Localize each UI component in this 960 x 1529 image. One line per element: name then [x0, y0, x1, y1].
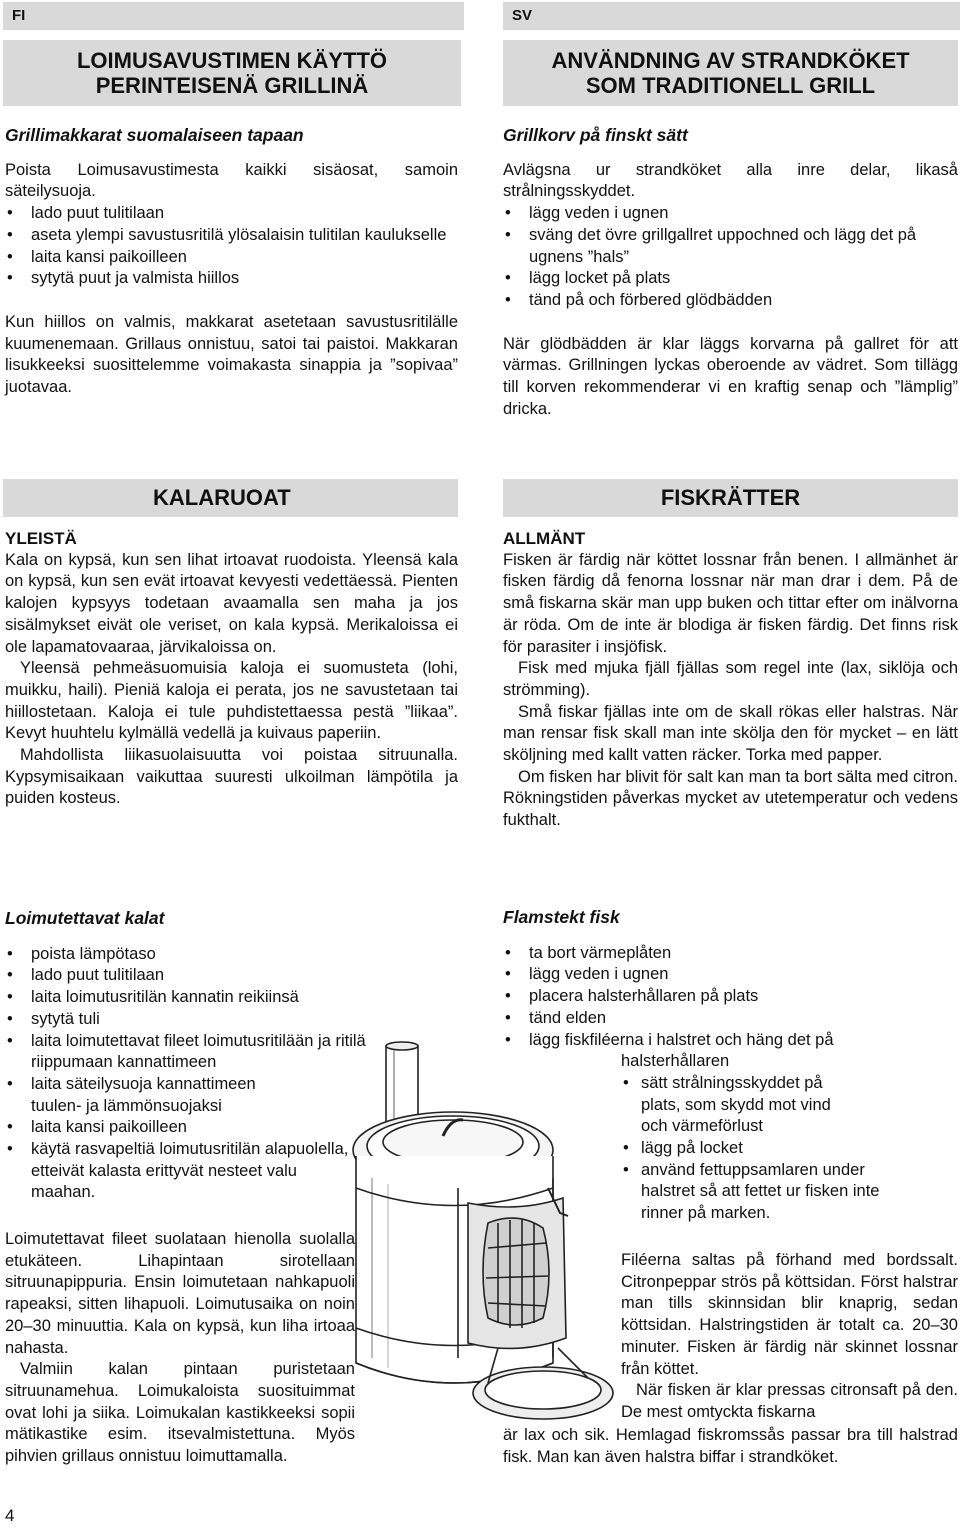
list-item: • laita loimutusritilän kannatin reikiinsä	[5, 987, 440, 1009]
list-item: • lägg locket på plats	[503, 268, 958, 290]
section-title-sv-line2: SOM TRADITIONELL GRILL	[585, 73, 876, 98]
sausage-heading-sv: Grillkorv på finskt sätt	[503, 125, 688, 145]
fish-title-sv: FISKRÄTTER	[503, 479, 958, 517]
lang-tag-fi: FI	[3, 2, 464, 30]
list-item: • använd fettuppsamlaren under halstret så att fettet ur fisken inte rinner på marken.	[621, 1160, 921, 1225]
list-item: • sytytä puut ja valmista hiillos	[5, 268, 458, 290]
sausage-section-sv	[503, 125, 958, 420]
list-item: • poista lämpötaso	[5, 944, 440, 966]
flame-p2-fi: Valmiin kalan pintaan puristetaan sitruunamehua. Loimukaloista suosituimmat ovat lohi ja siika. Loimukalan kastikkeeksi sopii mätikastike esim. itsevalmistettuna. Myös pihvien grillaus onnistuu loimuttamalla.	[5, 1360, 355, 1466]
list-item: • sväng det övre grillgallret uppochned och lägg det på ugnens ”hals”	[503, 225, 959, 268]
general-p3-sv: Små fiskar fjällas inte om de skall rökas eller halstras. När man rensar fisk skall man inte skölja den för mycket – en lätt sköljning med kallt vatten räcker. Torka med papper.	[503, 702, 958, 765]
general-p1-fi: Kala on kypsä, kun sen lihat irtoavat ruodoista. Yleensä kala on kypsä, kun sen evät irtoavat kevyesti vedettäessä. Pienten kalojen kypsyys todetaan avaamalla sen maha ja jos sisälmykset eivät ole veriset, on kala kypsä. Merikaloissa ei ole lapamatovaaraa, järvikaloissa on.	[5, 550, 458, 656]
flame-heading-sv: Flamstekt fisk	[503, 907, 620, 927]
flame-p1-fi: Loimutettavat fileet suolataan hienolla suolalla etukäteen. Lihapintaan sirotellaan sitruunapippuria. Ensin loimutetaan nahkapuoli rapeaksi, sitten lihapuoli. Loimutusaika on noin 20–30 minuuttia. Kala on kypsä, kun liha irtoaa nahasta.	[5, 1230, 355, 1357]
general-heading-sv: ALLMÄNT	[503, 529, 586, 548]
sausage-heading-fi: Grillimakkarat suomalaiseen tapaan	[5, 125, 304, 145]
general-heading-fi: YLEISTÄ	[5, 529, 77, 548]
sausage-steps-fi	[5, 203, 458, 290]
list-item: • laita säteilysuoja kannattimeen tuulen- ja lämmönsuojaksi	[5, 1074, 306, 1117]
sausage-intro-fi: Poista Loimusavustimesta kaikki sisäosat, samoin säteilysuoja.	[5, 160, 458, 201]
general-section-fi	[5, 528, 458, 810]
sausage-body-fi: Kun hiillos on valmis, makkarat asetetaan savustusritilälle kuumenemaan. Grillaus onnistuu, satoi tai paistoi. Makkaran lisukkeeksi suosittelemme voimakasta sinappia ja ”sopivaa” juotavaa.	[5, 312, 458, 397]
sausage-body-sv: När glödbädden är klar läggs korvarna på gallret för att värmas. Grillningen lyckas oberoende av vädret. Som tillägg till korven rekommenderar vi en kraftig senap och ”lämplig” dricka.	[503, 334, 958, 418]
sausage-steps-sv	[503, 203, 958, 312]
list-item: • laita kansi paikoilleen	[5, 1117, 440, 1139]
list-item: • aseta ylempi savustusritilä ylösalaisin tulitilan kaulukselle	[5, 225, 458, 247]
list-item: • laita kansi paikoilleen	[5, 247, 458, 269]
general-p3-fi: Mahdollista liikasuolaisuutta voi poistaa sitruunalla. Kypsymisaikaan vaikuttaa suuresti ulkoilman lämpötila ja puiden kosteus.	[5, 746, 458, 808]
lang-tag-sv: SV	[503, 2, 960, 30]
flame-p1-sv: Filéerna saltas på förhand med bordssalt. Citronpeppar strös på köttsidan. Först halstrar man tills skinnsidan blir knaprig, sedan köttsidan. Halstringstiden är totalt ca. 20–30 minuter. Fisken är färdig när skinnet lossnar från köttet.	[621, 1251, 958, 1378]
list-item: • lägg på locket	[621, 1138, 841, 1160]
flame-text-sv-tail	[503, 1425, 958, 1468]
section-title-fi-line1: LOIMUSAVUSTIMEN KÄYTTÖ	[76, 48, 388, 73]
general-p1-sv: Fisken är färdig när köttet lossnar från benen. I allmänhet är fisken färdig då fenorna lossnar när man drar i dem. På de små fiskarna skär man upp buken och tittar efter om inälvorna är röda. Om de inte är blodiga är fisken färdig. Det finns risk för parasiter i insjöfisk.	[503, 550, 958, 656]
list-item: • käytä rasvapeltiä loimutusritilän alapuolella, etteivät kalasta erittyvät nesteet valu maahan.	[5, 1139, 361, 1204]
flame-p2a-sv: När fisken är klar pressas citronsaft på den. De mest omtyckta fiskarna	[621, 1381, 958, 1421]
page-number: 4	[5, 1506, 15, 1525]
flame-p2b-sv: är lax och sik. Hemlagad fiskromssås passar bra till halstrad fisk. Man kan även halstra biffar i strandköket.	[503, 1426, 958, 1466]
section-title-fi-line2: PERINTEISENÄ GRILLINÄ	[95, 73, 369, 98]
smoker-illustration	[348, 1038, 618, 1428]
general-p4-sv: Om fisken har blivit för salt kan man ta bort sälta med citron. Rökningstiden påverkas mycket av utetemperatur och vedens fukthalt.	[503, 767, 958, 830]
general-p2-sv: Fisk med mjuka fjäll fjällas som regel inte (lax, siklöja och strömming).	[503, 659, 958, 699]
sausage-intro-sv: Avlägsna ur strandköket alla inre delar, likaså strålningsskyddet.	[503, 160, 958, 201]
flame-substeps-sv	[621, 1073, 880, 1225]
flame-heading-fi: Loimutettavat kalat	[5, 908, 165, 928]
flame-text-fi	[5, 1229, 355, 1468]
flame-step5-line2-sv: halsterhållaren	[621, 1052, 730, 1071]
list-item: • laita loimutettavat fileet loimutusritilään ja ritilä riippumaan kannattimeen	[5, 1031, 440, 1074]
sausage-section-fi	[5, 125, 458, 399]
section-title-sv	[503, 40, 958, 106]
section-title-fi	[3, 40, 461, 106]
list-item: • lado puut tulitilaan	[5, 965, 440, 987]
section-title-sv-line1: ANVÄNDNING AV STRANDKÖKET	[551, 48, 910, 73]
list-item: • sytytä tuli	[5, 1009, 440, 1031]
list-item: • lägg veden i ugnen	[503, 964, 958, 986]
list-item: • ta bort värmeplåten	[503, 943, 958, 965]
flame-step5-line1-sv: lägg fiskfiléerna i halstret och häng det på	[529, 1030, 834, 1049]
general-p2-fi: Yleensä pehmeäsuomuisia kaloja ei suomusteta (lohi, muikku, haili). Pieniä kaloja ei perata, jos ne savustetaan tai hiillostetaan. Kaloja ei tule puhdistettaessa pestä ”liikaa”. Kevyt huuhtelu kylmällä vedellä ja kuivaus paperiin.	[5, 659, 458, 743]
list-item: • tänd på och förbered glödbädden	[503, 290, 958, 312]
smoker-drawing	[348, 1038, 618, 1428]
general-section-sv	[503, 528, 958, 832]
list-item: • sätt strålningsskyddet på plats, som skydd mot vind och värmeförlust	[621, 1073, 841, 1138]
flame-steps-sv	[503, 943, 958, 1052]
list-item: • lado puut tulitilaan	[5, 203, 458, 225]
list-item: • placera halsterhållaren på plats	[503, 986, 958, 1008]
flame-text-sv	[621, 1250, 958, 1424]
list-item: • lägg veden i ugnen	[503, 203, 958, 225]
fish-title-fi: KALARUOAT	[3, 479, 458, 517]
list-item: • tänd elden	[503, 1008, 958, 1030]
